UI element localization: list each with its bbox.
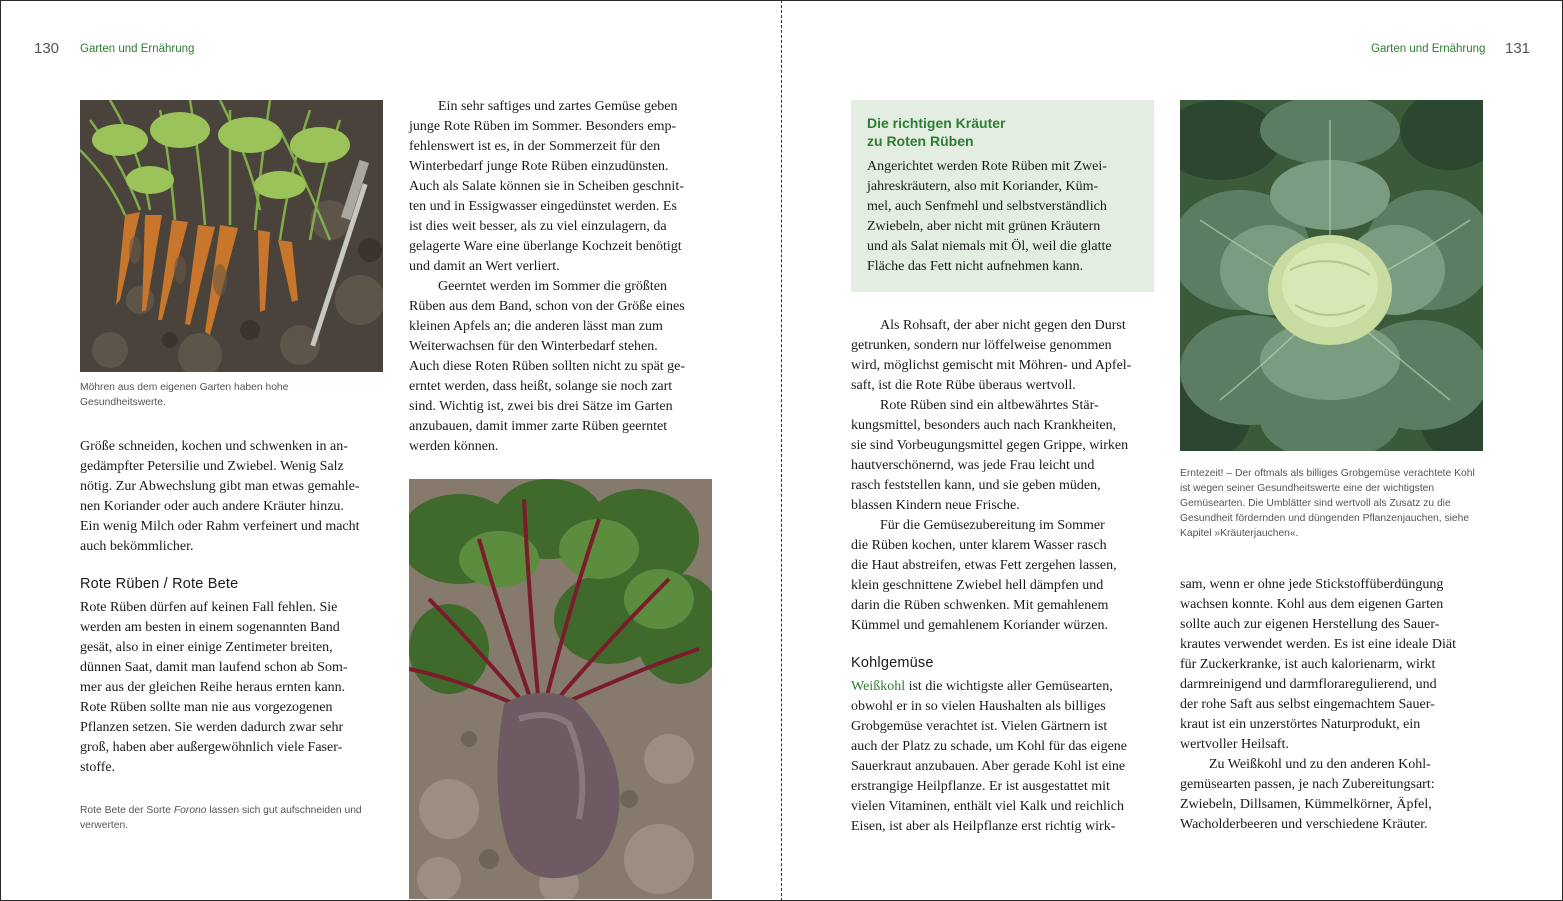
kohlgemuese-section [851,653,1157,837]
text-line: saft, ist die Rote Rübe überaus wertvoll. [851,378,1076,393]
text-line: für Zuckerkranke, ist auch kalorienarm, wirkt [1180,657,1436,672]
cabbage-caption: Erntezeit! – Der oftmals als billiges Grobgemüse verachtete Kohl ist wegen seiner Gesundheitswerte eine der wichtigsten Gemüsearten. Die Umblätter sind wertvoll als Zusatz zu die Gesundheit fördernden und düngenden Pflanzenjauchen, siehe Kapitel »Kräuterjauchen«. [1180,468,1475,539]
text-line: wachsen konnte. Kohl aus dem eigenen Garten [1180,597,1444,612]
text-line: sie sind Vorbeugungsmittel gegen Grippe, wirken [851,438,1129,453]
text-line: Weiterwachsen für den Winterbedarf stehen. [409,339,658,354]
text-line: groß, haben aber außergewöhnlich viele Faser- [80,740,343,755]
text-line: Eisen, ist aber als Heilpflanze erst richtig wirk- [851,819,1116,834]
text-line: stoffe. [80,760,116,775]
caption-part: Rote Bete der Sorte [80,805,174,816]
text-line: wertvoller Heilsaft. [1180,737,1289,752]
text-line: Zwiebeln, Dillsamen, Kümmelkörner, Äpfel, [1180,797,1432,812]
text-line: junge Rote Rüben im Sommer. Besonders emp- [409,119,677,134]
term-highlight-weisskohl: Weißkohl [851,679,906,694]
text-line: Rote Rüben sind ein altbewährtes Stär- [880,398,1099,413]
text-line: darin die Rüben schwenken. Mit gemahlenem [851,598,1109,613]
text-line: kungsmittel, besonders auch nach Krankheiten, [851,418,1117,433]
box-title-line: zu Roten Rüben [867,133,974,149]
herb-tip-title [867,114,1005,150]
text-line: gedämpfter Petersilie und Zwiebel. Wenig Salz [80,459,344,474]
text-line: und damit an Wert verliert. [409,259,560,274]
beet-caption [80,803,380,833]
right-col4-text [1180,575,1486,835]
text-line: der rohe Saft aus selbst eingemachtem Sauer- [1180,697,1435,712]
text-line: Ein sehr saftiges und zartes Gemüse geben [438,99,678,114]
section-heading-rote-rueben: Rote Rüben / Rote Bete [80,576,239,592]
text-line: kleinen Apfels an; die anderen lässt man zum [409,319,663,334]
page-number-right: 131 [1505,40,1531,57]
text-line: Auch als Salate können sie in Scheiben geschnit- [409,179,684,194]
text-line: sam, wenn er ohne jede Stickstoffüberdüngung [1180,577,1444,592]
text-line: ist dies weit besser, als zu viel einzulagern, da [409,219,667,234]
running-head-left: Garten und Ernährung [80,43,195,55]
text-line: Wacholderbeeren und verschiedene Kräuter. [1180,817,1428,832]
text-line: dünnen Saat, damit man laufend schon ab Som- [80,660,348,675]
text-line: blassen Kindern neue Frische. [851,498,1020,513]
text-line: auch bekömmlicher. [80,539,194,554]
box-title-line: Die richtigen Kräuter [867,115,1006,131]
text-line: sind. Wichtig ist, zwei bis drei Sätze im Garten [409,399,673,414]
section-heading-kohlgemuese: Kohlgemüse [851,655,934,671]
text-line: Als Rohsaft, der aber nicht gegen den Durst [880,318,1126,333]
text-line: Zwiebeln, aber nicht mit grünen Kräutern [867,219,1101,234]
text-line: Angerichtet werden Rote Rüben mit Zwei- [867,159,1107,174]
text-line: Rote Rüben sollte man nie aus vorgezogenen [80,700,333,715]
text-line: wird, möglichst gemischt mit Möhren- und Apfel- [851,358,1132,373]
text-line: gelagerte Ware eine überlange Kochzeit benötigt [409,239,682,254]
text-line: auch der Platz zu schade, um Kohl für das eigene [851,739,1128,754]
text-span: ist die wichtigste aller Gemüsearten, [905,679,1113,694]
text-line: Auch diese Roten Rüben sollten nicht zu spät ge- [409,359,686,374]
text-line: Pflanzen setzen. Sie werden dadurch zwar sehr [80,720,344,735]
text-line: die Haut abstreifen, etwas Fett zergehen lassen, [851,558,1117,573]
text-line: Kümmel und gemahlenem Koriander würzen. [851,618,1108,633]
text-line: sollte auch zur eigenen Herstellung des Sauer- [1180,617,1440,632]
text-line: kraut ist ein unzerstörtes Naturprodukt, ein [1180,717,1421,732]
text-line: darmreinigend und darmfloraregulierend, und [1180,677,1437,692]
beet-photo [409,479,712,899]
text-line: klein geschnittene Zwiebel hell dämpfen und [851,578,1104,593]
text-line: rasch feststellen kann, und sie geben müden, [851,478,1101,493]
text-line: Ein wenig Milch oder Rahm verfeinert und macht [80,519,360,534]
text-line: erntet werden, dass heißt, solange sie noch zart [409,379,673,394]
text-line: nen Koriander oder auch andere Kräuter hinzu. [80,499,344,514]
text-line: mel, auch Senfmehl und selbstverständlich [867,199,1107,214]
text-line: hautverschönernd, was jede Frau leicht und [851,458,1095,473]
carrots-caption: Möhren aus dem eigenen Garten haben hohe Gesundheitswerte. [80,382,289,408]
text-line: getrunken, sondern nur löffelweise genommen [851,338,1112,353]
text-line: Geerntet werden im Sommer die größten [438,279,667,294]
text-line: obwohl er in so vielen Haushalten als billiges [851,699,1106,714]
text-line [851,677,1157,697]
text-line: gesät, also in einer einige Zentimeter breiten, [80,640,333,655]
text-line: mer aus der gleichen Reihe heraus ernten kann. [80,680,346,695]
rote-rueben-section [80,574,386,778]
caption-italic: Forono [173,805,207,816]
cabbage-photo [1180,100,1483,451]
text-line: werden können. [409,439,499,454]
text-line: krautes verwendet werden. Es ist eine ideale Diät [1180,637,1457,652]
text-line: erstrangige Heilpflanze. Er ist ausgestattet mit [851,779,1110,794]
text-line: ten und in Essigwasser eingedünstet werden. Es [409,199,677,214]
caption-part: lassen sich gut aufschneiden und verwerten. [80,805,362,831]
herb-tip-text [867,157,1147,277]
text-line: Größe schneiden, kochen und schwenken in an- [80,439,348,454]
left-col2-text [409,97,715,457]
text-line: Fläche das Fett nicht aufnehmen kann. [867,259,1084,274]
text-line: Winterbedarf junge Rote Rüben einzudünsten. [409,159,669,174]
text-line: werden am besten in einem sogenannten Band [80,620,340,635]
text-line: fehlenswert ist es, in der Sommerzeit für den [409,139,661,154]
left-col1-text [80,437,386,557]
text-line: die Rüben kochen, unter klarem Wasser rasch [851,538,1107,553]
running-head-right: Garten und Ernährung [1371,43,1486,55]
text-line: nötig. Zur Abwechslung gibt man etwas gemahle- [80,479,360,494]
text-line: gemüsearten passen, je nach Zubereitungsart: [1180,777,1435,792]
carrots-photo [80,100,383,372]
herb-tip-box [851,100,1154,292]
right-col3-text [851,316,1157,636]
gutter-divider [781,0,782,901]
text-line: und als Salat niemals mit Öl, weil die glatte [867,239,1112,254]
text-line: Sauerkraut anzubauen. Aber gerade Kohl ist eine [851,759,1126,774]
text-line: Für die Gemüsezubereitung im Sommer [880,518,1105,533]
text-line: vielen Vitaminen, enthält viel Kalk und reichlich [851,799,1124,814]
text-line: jahreskräutern, also mit Koriander, Küm- [867,179,1099,194]
page-number-left: 130 [34,40,60,57]
text-line: Rüben aus dem Band, schon von der Größe eines [409,299,685,314]
text-line: Rote Rüben dürfen auf keinen Fall fehlen. Sie [80,600,338,615]
text-line: Grobgemüse verachtet ist. Vielen Gärtnern ist [851,719,1108,734]
text-line: Zu Weißkohl und zu den anderen Kohl- [1209,757,1431,772]
text-line: anzubauen, damit immer zarte Rüben geerntet [409,419,668,434]
